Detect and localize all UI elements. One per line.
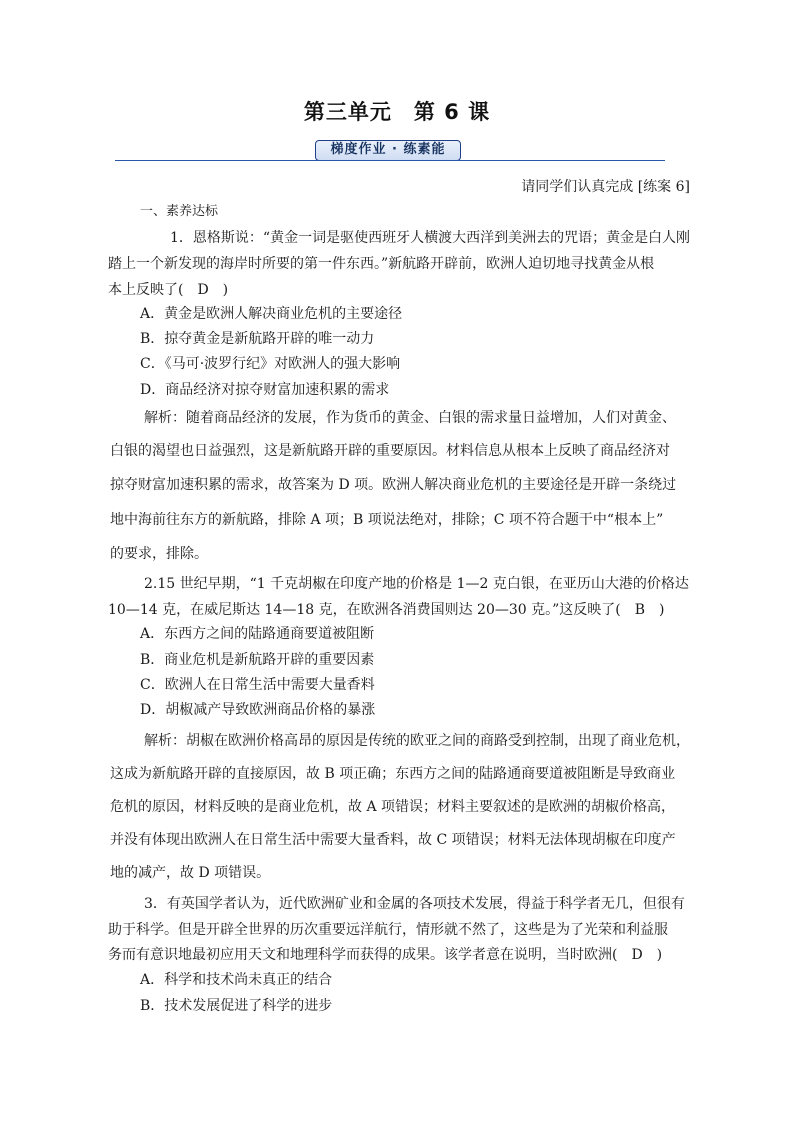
q1-stem-line: 踏上一个新发现的海岸时所要的第一件东西。”新航路开辟前，欧洲人迫切地寻找黄金从根	[108, 256, 655, 272]
q2-option-b: B．商业危机是新航路开辟的重要因素	[140, 652, 375, 668]
lesson-title: 第 6 课	[413, 100, 491, 124]
q2-explanation-line: 并没有体现出欧洲人在日常生活中需要大量香料，故 C 项错误；材料无法体现胡椒在印度产	[110, 832, 676, 848]
q1-explanation-line: 地中海前往东方的新航路，排除 A 项；B 项说法绝对，排除；C 项不符合题干中“根本上”	[110, 512, 664, 528]
q1-explanation-line: 解析：随着商品经济的发展，作为货币的黄金、白银的需求量日益增加，人们对黄金、	[144, 410, 676, 426]
q1-option-a: A．黄金是欧洲人解决商业危机的主要途径	[140, 306, 403, 322]
q1-option-c: C．《马可·波罗行纪》对欧洲人的强大影响	[140, 356, 401, 372]
q1-option-d: D．商品经济对掠夺财富加速积累的需求	[140, 382, 390, 398]
q2-stem-line: 10—14 克，在威尼斯达 14—18 克，在欧洲各消费国则达 20—30 克。”这反映了( B )	[108, 602, 665, 618]
q3-stem-line: 助于科学。但是开辟全世界的历次重要远洋航行，情形就不然了，这些是为了光荣和利益服	[108, 922, 668, 938]
q3-option-b: B．技术发展促进了科学的进步	[140, 998, 333, 1014]
q1-explanation-line: 白银的渴望也日益强烈，这是新航路开辟的重要原因。材料信息从根本上反映了商品经济对	[110, 443, 670, 459]
q2-option-a: A．东西方之间的陆路通商要道被阻断	[140, 626, 375, 642]
q3-stem-line: 务而有意识地最初应用天文和地理科学而获得的成果。该学者意在说明，当时欧洲( D )	[108, 947, 663, 963]
q1-option-b: B．掠夺黄金是新航路开辟的唯一动力	[140, 331, 375, 347]
q1-stem-line: 本上反映了( D )	[108, 282, 229, 298]
header-divider	[115, 160, 665, 161]
q1-stem-line: 1．恩格斯说：“黄金一词是驱使西班牙人横渡大西洋到美洲去的咒语；黄金是白人刚	[170, 230, 691, 246]
q2-explanation-line: 解析：胡椒在欧洲价格高昂的原因是传统的欧亚之间的商路受到控制，出现了商业危机，	[144, 733, 690, 749]
homework-banner: 梯度作业 · 练素能	[315, 140, 461, 161]
q2-option-d: D．胡椒减产导致欧洲商品价格的暴涨	[140, 702, 376, 718]
q1-explanation-line: 的要求，排除。	[110, 546, 208, 562]
page-title	[0, 96, 794, 126]
q3-option-a: A．科学和技术尚未真正的结合	[140, 972, 333, 988]
q3-stem-line: 3．有英国学者认为，近代欧洲矿业和金属的各项技术发展，得益于科学者无几，但很有	[144, 896, 685, 912]
q2-explanation-line: 危机的原因，材料反映的是商业危机，故 A 项错误；材料主要叙述的是欧洲的胡椒价格高，	[110, 799, 676, 815]
q2-explanation-line: 地的减产，故 D 项错误。	[110, 865, 271, 881]
q2-stem-line: 2.15 世纪早期，“1 千克胡椒在印度产地的价格是 1—2 克白银，在亚历山大港的价格达	[144, 576, 689, 592]
unit-title: 第三单元	[303, 100, 392, 124]
q2-explanation-line: 这成为新航路开辟的直接原因，故 B 项正确；东西方之间的陆路通商要道被阻断是导致商业	[110, 766, 676, 782]
section-title: 一、素养达标	[140, 204, 219, 219]
q1-explanation-line: 掠夺财富加速积累的需求，故答案为 D 项。欧洲人解决商业危机的主要途径是开辟一条绕过	[110, 477, 677, 493]
q2-option-c: C．欧洲人在日常生活中需要大量香料	[140, 677, 375, 693]
practice-note: 请同学们认真完成 [练案 6]	[521, 179, 690, 195]
